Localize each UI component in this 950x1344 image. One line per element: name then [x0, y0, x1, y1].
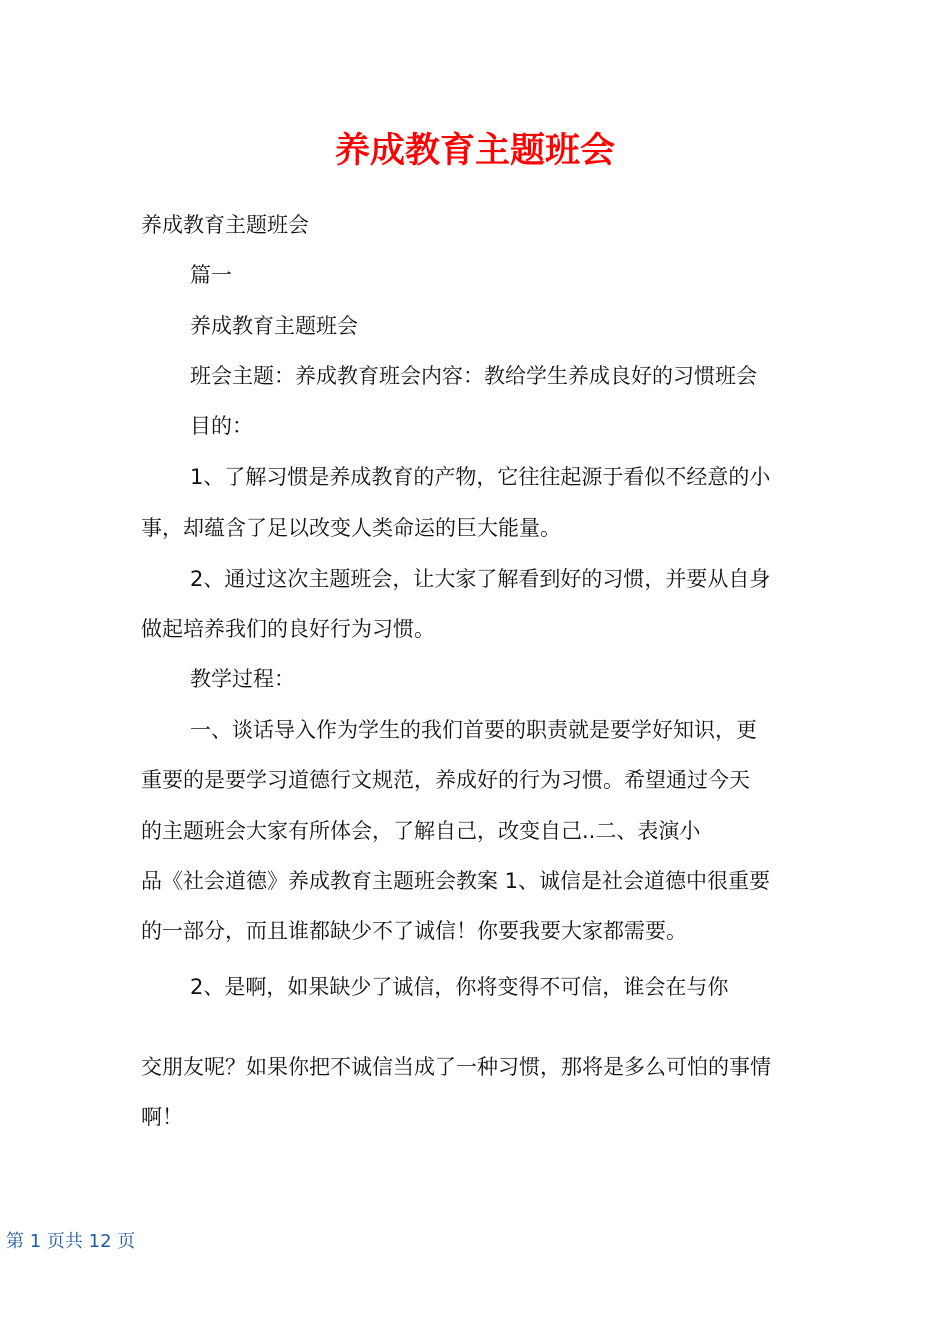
paragraph-line: 养成教育主题班会 [190, 314, 358, 338]
paragraph-line: 目的： [190, 414, 253, 438]
paragraph-line: 重要的是要学习道德行文规范，养成好的行为习惯。希望通过今天 [141, 768, 750, 792]
paragraph-line: 教学过程： [190, 667, 295, 691]
section-heading: 篇一 [190, 263, 232, 287]
paragraph-line: 2、通过这次主题班会，让大家了解看到好的习惯，并要从自身 [190, 567, 771, 591]
paragraph-line: 的一部分，而且谁都缺少不了诚信！你要我要大家都需要。 [141, 919, 687, 943]
paragraph-line: 1、了解习惯是养成教育的产物，它往往起源于看似不经意的小 [190, 465, 771, 489]
paragraph-line: 品《社会道德》养成教育主题班会教案 1、诚信是社会道德中很重要 [141, 869, 771, 893]
paragraph-line: 做起培养我们的良好行为习惯。 [141, 617, 435, 641]
paragraph-line: 一、谈话导入作为学生的我们首要的职责就是要学好知识，更 [190, 718, 757, 742]
paragraph-line: 啊！ [141, 1105, 183, 1129]
page-counter: 第 1 页共 12 页 [6, 1231, 136, 1252]
paragraph-line: 2、是啊，如果缺少了诚信，你将变得不可信，谁会在与你 [190, 975, 729, 999]
paragraph-line: 事，却蕴含了足以改变人类命运的巨大能量。 [141, 516, 561, 540]
paragraph-line: 交朋友呢？如果你把不诚信当成了一种习惯，那将是多么可怕的事情 [141, 1055, 771, 1079]
paragraph-line: 班会主题：养成教育班会内容：教给学生养成良好的习惯班会 [190, 364, 757, 388]
document-title: 养成教育主题班会 [334, 131, 615, 171]
subtitle-line: 养成教育主题班会 [141, 213, 309, 237]
paragraph-line: 的主题班会大家有所体会，了解自己，改变自己..二、表演小 [141, 819, 701, 843]
